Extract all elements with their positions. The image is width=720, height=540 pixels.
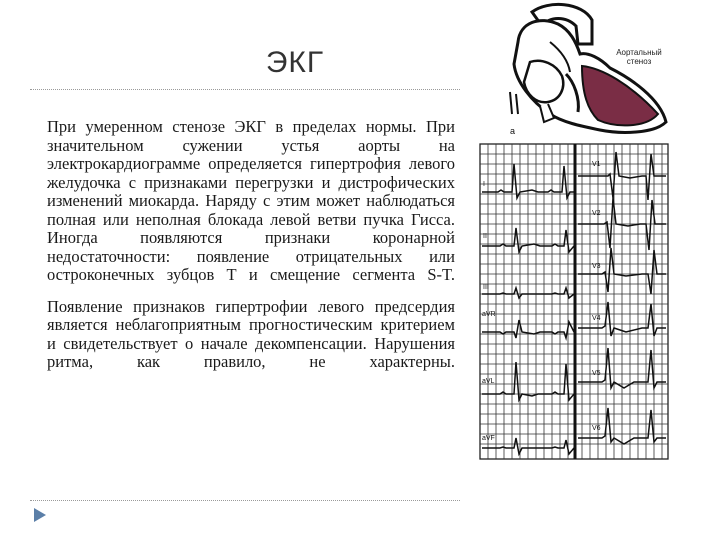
lead-label-V3: V3 [592,263,601,270]
title-divider [30,89,460,90]
triangle-bullet-icon [33,507,47,523]
lead-label-V6: V6 [592,425,601,432]
lead-label-V1: V1 [592,161,601,168]
paragraph-ecg-findings: При умеренном стенозе ЭКГ в пределах нормы. При значительном сужении устья аорты на электрокардиограмме определяется гипертрофия левого желудочка с признаками перегрузки и дистрофических изменений миокарда. Наряду с этим может наблюдаться полная или неполная блокада левой ветви пучка Гисса. Иногда появляются признаки коронарной недостаточности: появление отрицательных или остроконечных зубцов Т и смещение сегмента S-T. [47,117,455,284]
bottom-divider [30,500,460,501]
ecg-figure [470,2,670,472]
heart-diagram-caption [608,48,670,66]
caption-line-1: Аортальный [616,48,662,57]
lead-label-aVL: aVL [482,378,495,385]
slide-title: ЭКГ [265,46,325,79]
lead-label-V4: V4 [592,315,601,322]
lead-label-V2: V2 [592,210,601,217]
lead-label-I: I [483,181,485,188]
panel-a-label: а [510,126,516,136]
lead-label-aVF: aVF [482,435,495,442]
lead-label-V5: V5 [592,370,601,377]
lead-label-III: III [483,284,489,291]
lead-label-aVR: aVR [482,311,496,318]
caption-line-2: стеноз [626,57,652,66]
paragraph-prognosis: Появление признаков гипертрофии левого предсердия является неблагоприятным прогностическим критерием и свидетельствует о начале декомпенсации. Нарушения ритма, как правило, не характерны. [47,296,455,371]
text-column [47,118,455,372]
lead-label-II: II [483,233,487,240]
heart-diagram [510,4,666,132]
